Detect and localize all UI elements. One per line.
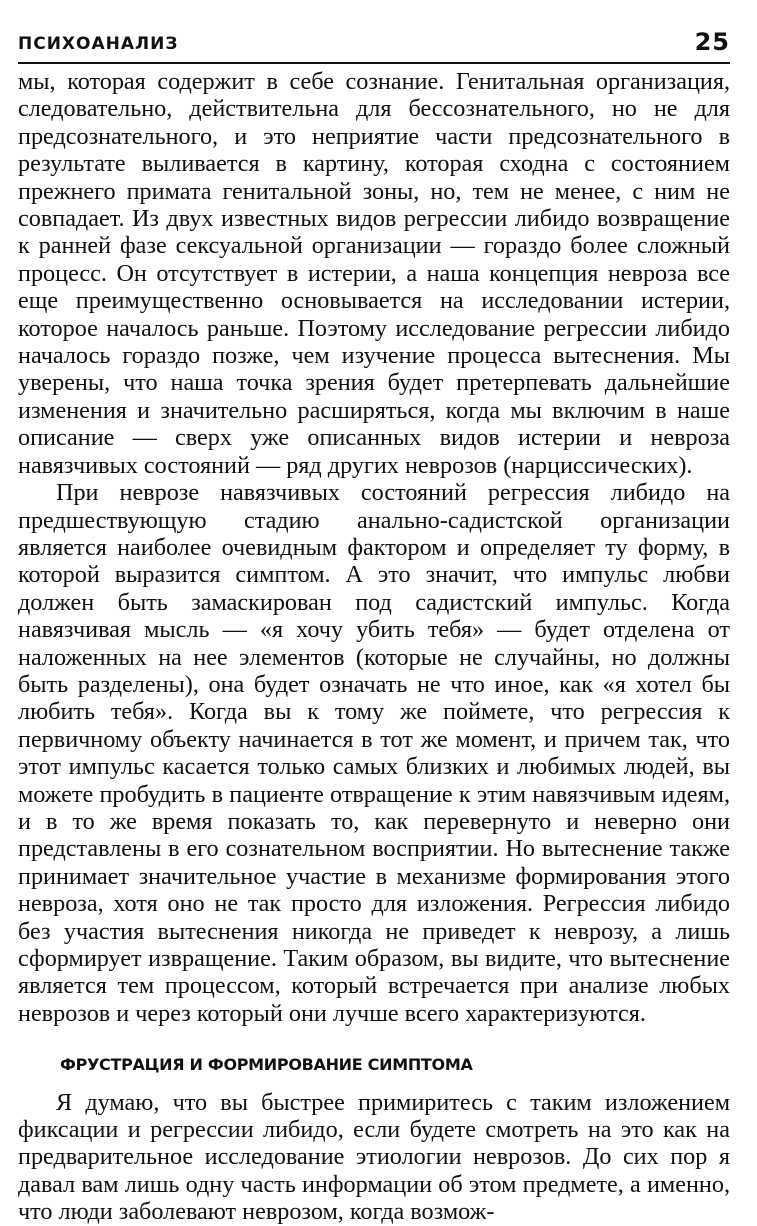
body-text (18, 68, 730, 1226)
running-head: ПСИХОАНАЛИЗ (18, 34, 179, 54)
page-number: 25 (694, 28, 730, 56)
paragraph-1: мы, которая содержит в себе сознание. Генитальная организация, следовательно, действительна для бессознательного, но не для предсознательного, и это неприятие части предсознательного в результате выливается в картину, которая сходна с состоянием прежнего примата генитальной зоны, но, тем не менее, с ним не совпадает. Из двух известных видов регрессии либидо возвращение к ранней фазе сексуальной организации — гораздо более сложный процесс. Он отсутствует в истерии, а наша концепция невроза все еще преимущественно основывается на исследовании истерии, которое началось раньше. Поэтому исследование регрессии либидо началось гораздо позже, чем изучение процесса вытеснения. Мы уверены, что наша точка зрения будет претерпевать дальнейшие изменения и значительно расширяться, когда мы включим в наше описание — сверх уже описанных видов истерии и невроза навязчивых состояний — ряд других неврозов (нарциссических). (18, 68, 730, 479)
section-heading: ФРУСТРАЦИЯ И ФОРМИРОВАНИЕ СИМПТОМА (60, 1055, 473, 1075)
section-paragraph: Я думаю, что вы быстрее примиритесь с таким изложением фиксации и регрессии либидо, если будете смотреть на это как на предварительное исследование этиологии неврозов. До сих пор я давал вам лишь одну часть информации об этом предмете, а именно, что люди заболевают неврозом, когда возмож- (18, 1088, 730, 1226)
book-page (18, 22, 730, 1226)
paragraph-2: При неврозе навязчивых состояний регрессия либидо на предшествующую стадию анально-садистской организации является наиболее очевидным фактором и определяет ту форму, в которой выразится симптом. А это значит, что импульс любви должен быть замаскирован под садистский импульс. Когда навязчивая мысль — «я хочу убить тебя» — будет отделена от наложенных на нее элементов (которые не случайны, но должны быть разделены), она будет означать не что иное, как «я хотел бы любить тебя». Когда вы к тому же поймете, что регрессия к первичному объекту начинается в тот же момент, и причем так, что этот импульс касается только самых близких и любимых людей, вы можете пробудить в пациенте отвращение к этим навязчивым идеям, и в то же время показать то, как перевернуто и неверно они представлены в его сознательном восприятии. Но вытеснение также принимает значительное участие в механизме формирования этого невроза, хотя оно не так просто для изложения. Регрессия либидо без участия вытеснения никогда не приведет к неврозу, а лишь сформирует извращение. Таким образом, вы видите, что вытеснение является тем процессом, который встречается при анализе любых неврозов и через который они лучше всего характеризуются. (18, 479, 730, 1027)
page-header (18, 22, 730, 64)
